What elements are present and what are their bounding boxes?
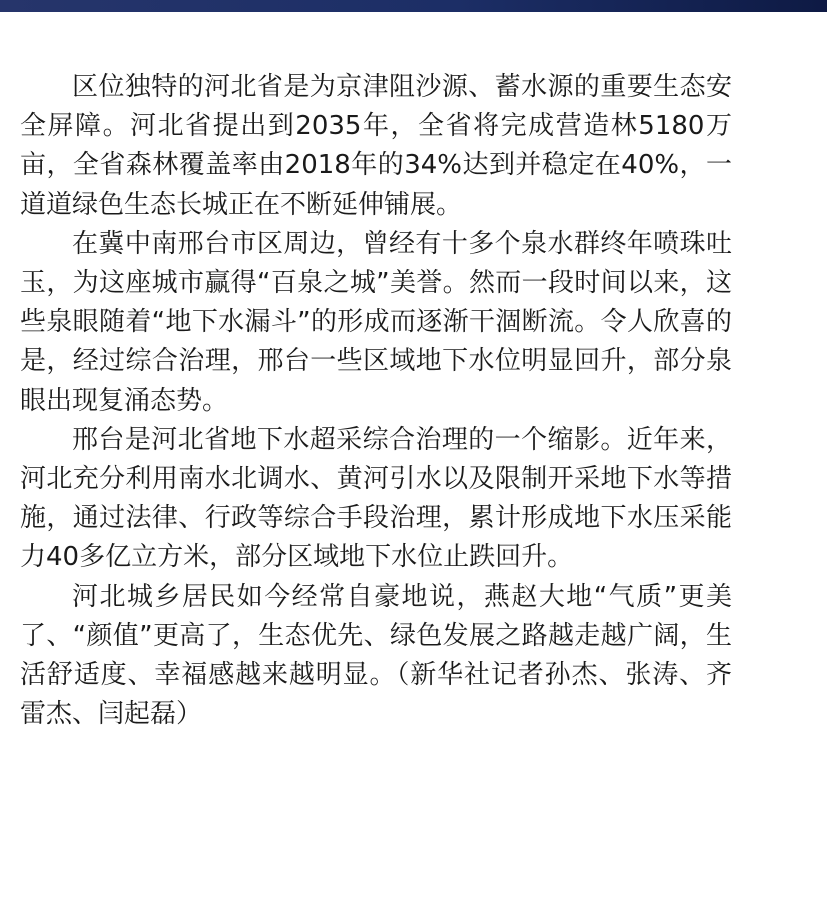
article-paragraph-2: 在冀中南邢台市区周边，曾经有十多个泉水群终年喷珠吐玉，为这座城市赢得“百泉之城”美誉。然而一段时间以来，这些泉眼随着“地下水漏斗”的形成而逐渐干涸断流。令人欣喜的是，经过综合治理，邢台一些区域地下水位明显回升，部分泉眼出现复涌态势。 [20,228,732,416]
article-body [20,68,732,734]
article-paragraph-4: 河北城乡居民如今经常自豪地说，燕赵大地“气质”更美了、“颜值”更高了，生态优先、绿色发展之路越走越广阔，生活舒适度、幸福感越来越明显。（新华社记者孙杰、张涛、齐雷杰、闫起磊） [20,581,732,730]
article-paragraph-1: 区位独特的河北省是为京津阻沙源、蓄水源的重要生态安全屏障。河北省提出到2035年，全省将完成营造林5180万亩，全省森林覆盖率由2018年的34%达到并稳定在40%，一道道绿色生态长城正在不断延伸铺展。 [20,72,732,220]
article-paragraph-3: 邢台是河北省地下水超采综合治理的一个缩影。近年来，河北充分利用南水北调水、黄河引水以及限制开采地下水等措施，通过法律、行政等综合手段治理，累计形成地下水压采能力40多亿立方米，部分区域地下水位止跌回升。 [20,424,732,573]
header-bar [0,0,827,12]
